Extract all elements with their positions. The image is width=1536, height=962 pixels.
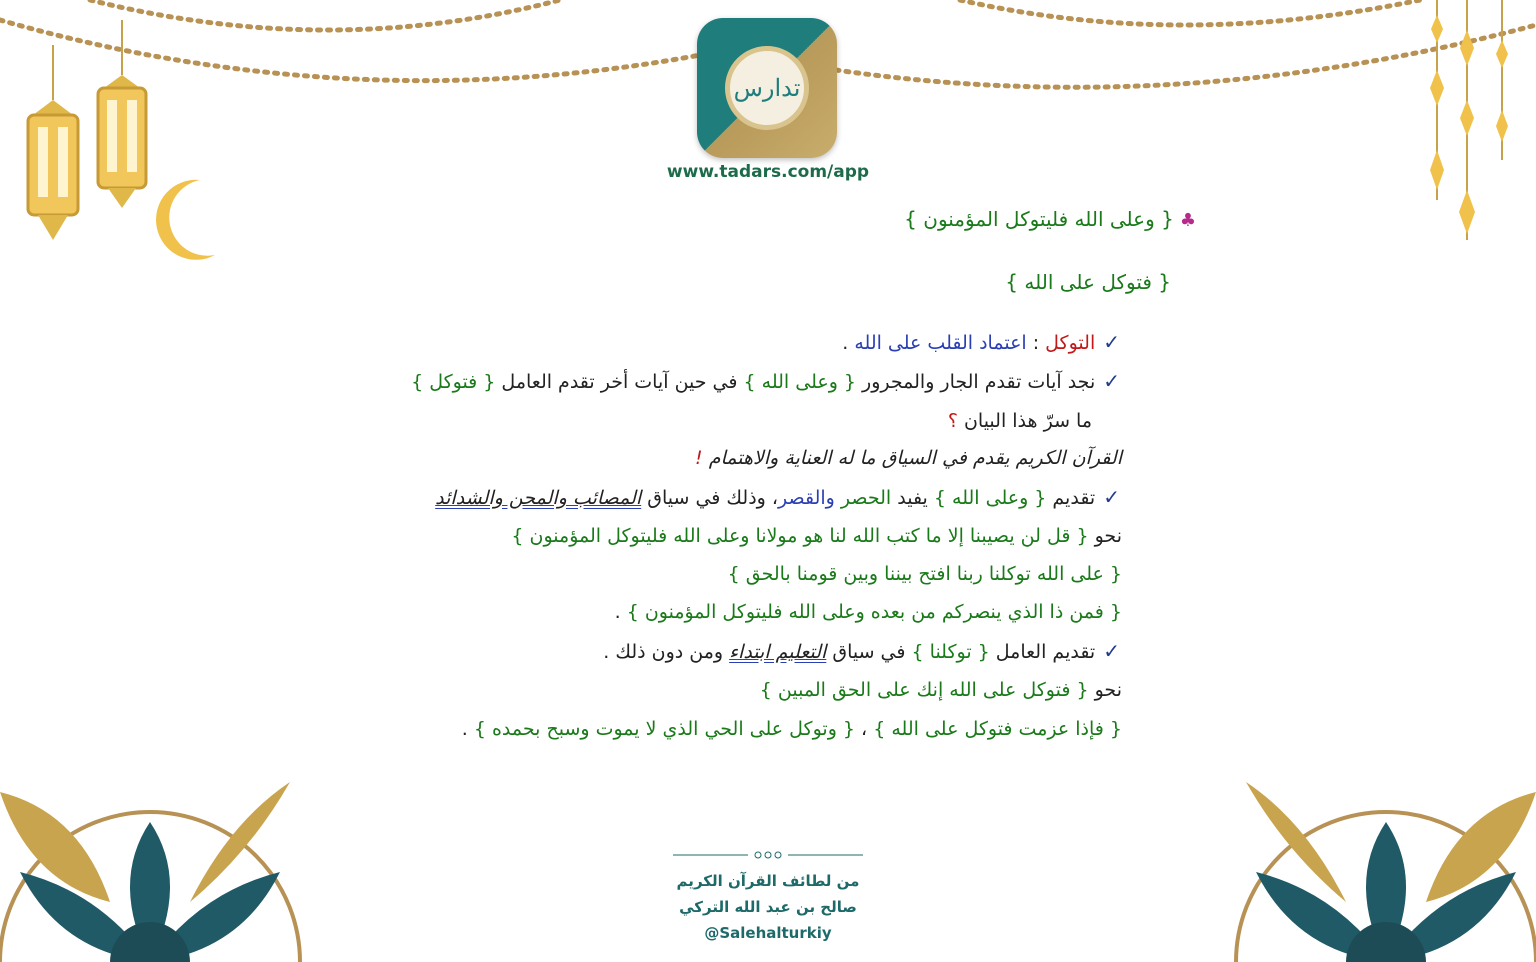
example-verse: { فإذا عزمت فتوكل على الله } <box>873 718 1122 740</box>
footer-handle[interactable]: @Salehalturkiy <box>704 924 832 942</box>
point3-text-a: تقديم <box>1046 487 1096 509</box>
heading-verse: { وعلى الله فليتوكل المؤمنون } <box>904 207 1174 231</box>
ornament-divider <box>673 850 863 860</box>
definition-term: التوكل <box>1045 332 1096 354</box>
example-verse: { على الله توكلنا ربنا افتح بيننا وبين قومنا بالحق } <box>727 563 1122 585</box>
example-end: . <box>461 718 474 740</box>
definition-end: . <box>842 332 855 354</box>
point4-verse: { توكلنا } <box>911 641 990 663</box>
point2-answer <box>695 447 1122 469</box>
point3-text-c: يفيد <box>891 487 934 509</box>
check-icon: ✓ <box>1103 639 1120 663</box>
lantern-icon <box>18 45 88 245</box>
example-label: نحو <box>1088 679 1122 701</box>
sub-verse-line <box>1005 270 1171 294</box>
point4-line1 <box>603 639 1120 663</box>
point4-example2 <box>462 718 1122 740</box>
point3-hasr: الحصر <box>840 487 892 509</box>
point2-line1 <box>411 369 1120 393</box>
point3-line1 <box>435 485 1120 509</box>
point4-text-a: تقديم العامل <box>989 641 1096 663</box>
example-verse: { فتوكل على الله إنك على الحق المبين } <box>759 679 1089 701</box>
point2-question <box>948 410 1092 432</box>
example-end: . <box>614 601 627 623</box>
answer-exclaim: ! <box>695 447 703 469</box>
floral-corner-right <box>1196 752 1536 962</box>
point3-context: المصائب والمحن والشدائد <box>435 487 642 509</box>
answer-text: القرآن الكريم يقدم في السياق ما له العناية والاهتمام <box>702 447 1122 469</box>
heading-verse-line <box>904 207 1196 231</box>
point3-example1 <box>511 525 1122 547</box>
lantern-icon <box>92 20 152 210</box>
app-logo <box>697 18 837 158</box>
point2-verse-b: { فتوكل } <box>411 371 496 393</box>
point3-qasr: والقصر <box>778 487 835 509</box>
point3-text-g: ، وذلك في سياق <box>641 487 779 509</box>
check-icon: ✓ <box>1103 485 1120 509</box>
check-icon: ✓ <box>1103 369 1120 393</box>
point3-example3 <box>615 601 1122 623</box>
example-verse: { فمن ذا الذي ينصركم من بعده وعلى الله فليتوكل المؤمنون } <box>626 601 1122 623</box>
question-mark: ؟ <box>947 410 958 432</box>
point4-text-e: ومن دون ذلك . <box>603 641 730 663</box>
sub-verse: { فتوكل على الله } <box>1005 270 1171 294</box>
floral-corner-left <box>0 752 340 962</box>
definition-text: اعتماد القلب على الله <box>854 332 1027 354</box>
example-label: نحو <box>1088 525 1122 547</box>
example-verse: { وتوكل على الحي الذي لا يموت وسبح بحمده } <box>473 718 856 740</box>
example-separator: ، <box>855 718 874 740</box>
definition-line <box>842 330 1120 354</box>
site-url: www.tadars.com/app <box>666 162 870 182</box>
footer-author: صالح بن عبد الله التركي <box>679 898 857 916</box>
question-text: ما سرّ هذا البيان <box>957 410 1092 432</box>
check-icon: ✓ <box>1103 330 1120 354</box>
point3-verse: { وعلى الله } <box>933 487 1047 509</box>
app-logo-text: تدارس <box>725 46 809 130</box>
crescent-icon <box>145 175 225 265</box>
point2-text-a: نجد آيات تقدم الجار والمجرور <box>856 371 1096 393</box>
definition-colon: : <box>1026 332 1046 354</box>
point2-text-c: في حين آيات أخر تقدم العامل <box>495 371 744 393</box>
point2-verse-a: { وعلى الله } <box>743 371 856 393</box>
point4-text-c: في سياق <box>826 641 912 663</box>
example-verse: { قل لن يصيبنا إلا ما كتب الله لنا هو مولانا وعلى الله فليتوكل المؤمنون } <box>511 525 1089 547</box>
point3-example2 <box>728 563 1122 585</box>
footer <box>660 850 876 950</box>
footer-series: من لطائف القرآن الكريم <box>676 872 860 890</box>
point4-context: التعليم ابتداء <box>729 641 827 663</box>
point4-example1 <box>760 679 1122 701</box>
hanging-ornaments <box>1422 0 1532 260</box>
club-icon: ♣ <box>1179 210 1196 231</box>
